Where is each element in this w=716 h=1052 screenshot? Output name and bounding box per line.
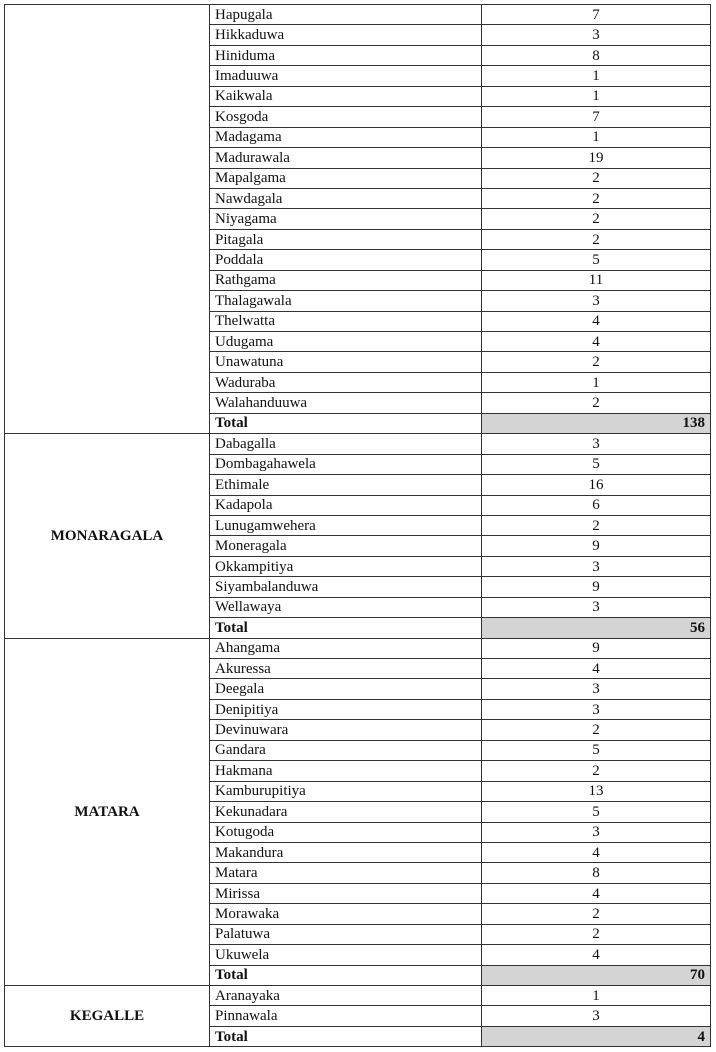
- area-name-cell: Kotugoda: [210, 822, 482, 842]
- count-cell: 3: [482, 699, 711, 719]
- total-value-cell: 70: [482, 965, 711, 985]
- area-name-cell: Kamburupitiya: [210, 781, 482, 801]
- count-cell: 4: [482, 311, 711, 331]
- area-name-cell: Kaikwala: [210, 86, 482, 106]
- area-name-cell: Ethimale: [210, 475, 482, 495]
- count-cell: 7: [482, 107, 711, 127]
- table-body: [5, 5, 711, 1047]
- count-cell: 1: [482, 86, 711, 106]
- area-name-cell: Rathgama: [210, 270, 482, 290]
- district-cell: MONARAGALA: [5, 434, 210, 638]
- count-cell: 3: [482, 1006, 711, 1026]
- area-name-cell: Poddala: [210, 250, 482, 270]
- count-cell: 19: [482, 148, 711, 168]
- count-cell: 5: [482, 250, 711, 270]
- count-cell: 3: [482, 597, 711, 617]
- area-name-cell: Matara: [210, 863, 482, 883]
- area-name-cell: Madurawala: [210, 148, 482, 168]
- area-name-cell: Mirissa: [210, 883, 482, 903]
- district-cell: [5, 5, 210, 434]
- count-cell: 1: [482, 372, 711, 392]
- area-name-cell: Mapalgama: [210, 168, 482, 188]
- count-cell: 2: [482, 515, 711, 535]
- area-name-cell: Udugama: [210, 332, 482, 352]
- area-name-cell: Kadapola: [210, 495, 482, 515]
- area-name-cell: Ahangama: [210, 638, 482, 658]
- count-cell: 1: [482, 127, 711, 147]
- area-name-cell: Hakmana: [210, 761, 482, 781]
- total-value-cell: 4: [482, 1026, 711, 1046]
- area-name-cell: Denipitiya: [210, 699, 482, 719]
- count-cell: 2: [482, 188, 711, 208]
- area-name-cell: Pitagala: [210, 229, 482, 249]
- area-name-cell: Devinuwara: [210, 720, 482, 740]
- count-cell: 2: [482, 168, 711, 188]
- table-row: [5, 638, 711, 658]
- district-cell: MATARA: [5, 638, 210, 985]
- area-name-cell: Kekunadara: [210, 802, 482, 822]
- area-name-cell: Thalagawala: [210, 291, 482, 311]
- count-cell: 8: [482, 863, 711, 883]
- count-cell: 2: [482, 229, 711, 249]
- area-name-cell: Hiniduma: [210, 45, 482, 65]
- count-cell: 4: [482, 945, 711, 965]
- area-name-cell: Aranayaka: [210, 986, 482, 1006]
- total-label-cell: Total: [210, 413, 482, 433]
- count-cell: 1: [482, 986, 711, 1006]
- area-name-cell: Lunugamwehera: [210, 515, 482, 535]
- count-cell: 2: [482, 352, 711, 372]
- area-name-cell: Dombagahawela: [210, 454, 482, 474]
- count-cell: 9: [482, 536, 711, 556]
- total-label-cell: Total: [210, 618, 482, 638]
- count-cell: 8: [482, 45, 711, 65]
- area-name-cell: Deegala: [210, 679, 482, 699]
- area-name-cell: Dabagalla: [210, 434, 482, 454]
- count-cell: 1: [482, 66, 711, 86]
- area-name-cell: Imaduuwa: [210, 66, 482, 86]
- count-cell: 5: [482, 802, 711, 822]
- total-value-cell: 138: [482, 413, 711, 433]
- count-cell: 5: [482, 740, 711, 760]
- count-cell: 11: [482, 270, 711, 290]
- area-name-cell: Nawdagala: [210, 188, 482, 208]
- area-name-cell: Palatuwa: [210, 924, 482, 944]
- area-name-cell: Okkampitiya: [210, 556, 482, 576]
- area-name-cell: Kosgoda: [210, 107, 482, 127]
- area-name-cell: Walahanduuwa: [210, 393, 482, 413]
- area-name-cell: Hapugala: [210, 5, 482, 25]
- count-cell: 2: [482, 761, 711, 781]
- area-name-cell: Unawatuna: [210, 352, 482, 372]
- count-cell: 2: [482, 924, 711, 944]
- count-cell: 4: [482, 659, 711, 679]
- count-cell: 2: [482, 393, 711, 413]
- count-cell: 16: [482, 475, 711, 495]
- count-cell: 3: [482, 434, 711, 454]
- count-cell: 3: [482, 556, 711, 576]
- count-cell: 6: [482, 495, 711, 515]
- area-name-cell: Siyambalanduwa: [210, 577, 482, 597]
- count-cell: 4: [482, 883, 711, 903]
- area-name-cell: Pinnawala: [210, 1006, 482, 1026]
- count-cell: 5: [482, 454, 711, 474]
- count-cell: 4: [482, 842, 711, 862]
- area-name-cell: Madagama: [210, 127, 482, 147]
- area-name-cell: Wellawaya: [210, 597, 482, 617]
- area-name-cell: Thelwatta: [210, 311, 482, 331]
- count-cell: 13: [482, 781, 711, 801]
- table-row: [5, 986, 711, 1006]
- count-cell: 3: [482, 25, 711, 45]
- total-label-cell: Total: [210, 1026, 482, 1046]
- district-cell: KEGALLE: [5, 986, 210, 1047]
- area-name-cell: Makandura: [210, 842, 482, 862]
- total-label-cell: Total: [210, 965, 482, 985]
- count-cell: 2: [482, 209, 711, 229]
- total-value-cell: 56: [482, 618, 711, 638]
- area-name-cell: Ukuwela: [210, 945, 482, 965]
- count-cell: 2: [482, 904, 711, 924]
- count-cell: 3: [482, 679, 711, 699]
- area-name-cell: Waduraba: [210, 372, 482, 392]
- count-cell: 4: [482, 332, 711, 352]
- area-name-cell: Gandara: [210, 740, 482, 760]
- area-name-cell: Hikkaduwa: [210, 25, 482, 45]
- district-area-table: [4, 4, 711, 1047]
- area-name-cell: Niyagama: [210, 209, 482, 229]
- area-name-cell: Akuressa: [210, 659, 482, 679]
- count-cell: 3: [482, 822, 711, 842]
- count-cell: 2: [482, 720, 711, 740]
- area-name-cell: Morawaka: [210, 904, 482, 924]
- table-row: [5, 434, 711, 454]
- table-row: [5, 5, 711, 25]
- area-name-cell: Moneragala: [210, 536, 482, 556]
- count-cell: 9: [482, 638, 711, 658]
- count-cell: 7: [482, 5, 711, 25]
- count-cell: 3: [482, 291, 711, 311]
- count-cell: 9: [482, 577, 711, 597]
